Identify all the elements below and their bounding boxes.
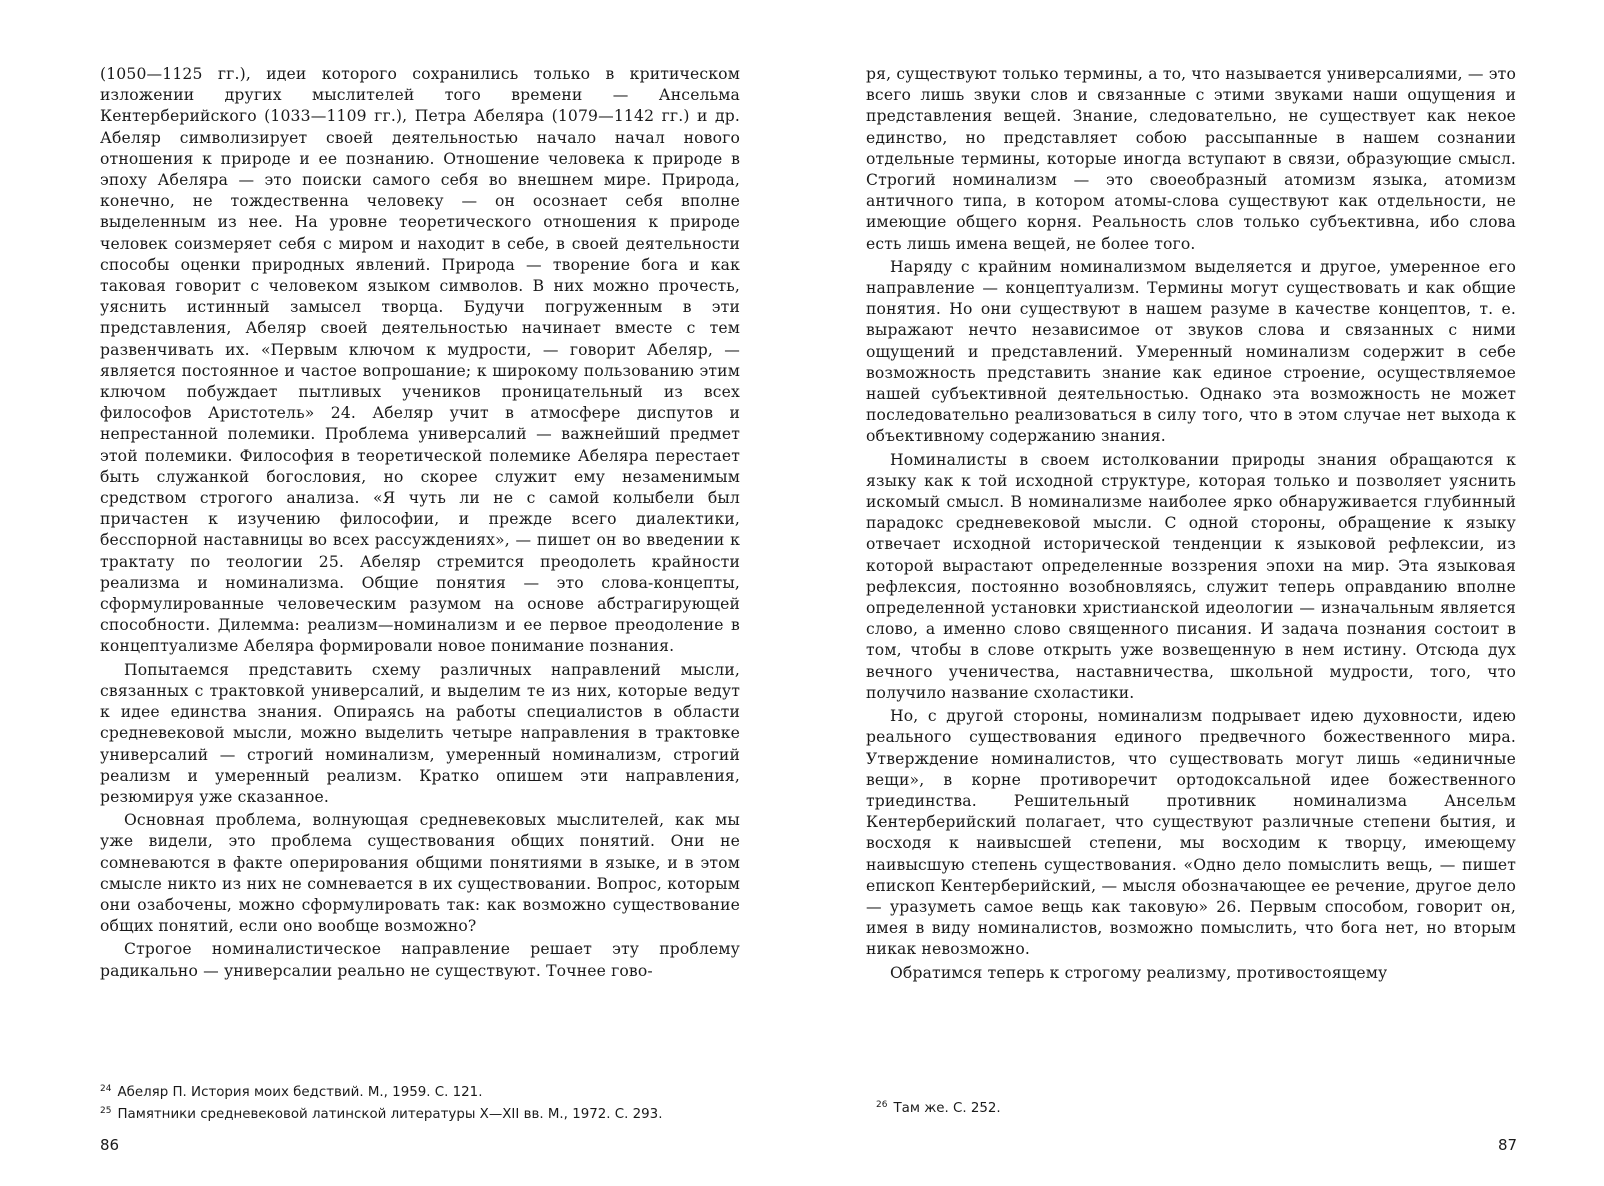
page-number: 86 xyxy=(100,1136,120,1154)
footnote-text: Там же. С. 252. xyxy=(893,1101,1001,1116)
paragraph: Но, с другой стороны, номинализм подрывает идею духовности, идею реального существования единого предвечного божественного мира. Утверждение номиналистов, что существовать могут лишь «единичные вещи», в корне противоречит ортодоксальной идее божественного триединства. Решительный противник номинализма Ансельм Кентерберийский полагает, что существуют различные степени бытия, и восходя к наивысшей степени, мы восходим к творцу, имеющему наивысшую степень существования. «Одно дело помыслить вещь, — пишет епископ Кентерберийский, — мысля обозначающее ее речение, другое дело — уразуметь самое вещь как таковую» 26. Первым способом, говорит он, имея в виду номиналистов, возможно помыслить, что бога нет, но вторым никак невозможно. xyxy=(866,707,1516,959)
footnote xyxy=(100,1080,750,1102)
right-page-body xyxy=(866,64,1516,984)
paragraph: Обратимся теперь к строгому реализму, противостоящему xyxy=(890,963,1388,982)
paragraph: Попытаемся представить схему различных направлений мысли, связанных с трактовкой универсалий, и выделим те из них, которые ведут к идее единства знания. Опираясь на работы специалистов в области средневековой мысли, можно выделить четыре направления в трактовке универсалий — строгий номинализм, умеренный номинализм, строгий реализм и умеренный реализм. Кратко опишем эти направления, резюмируя уже сказанное. xyxy=(100,660,740,806)
left-page-body xyxy=(100,64,740,982)
footnotes xyxy=(100,1080,750,1124)
page-number: 87 xyxy=(1498,1136,1518,1154)
paragraph: ря, существуют только термины, а то, что называется универсалиями, — это всего лишь звуки слов и связанные с этими звуками наши ощущения и представления вещей. Знание, следовательно, не существует как некое единство, но представляет собою рассыпанные в нашем сознании отдельные термины, которые иногда вступают в связи, образующие смысл. Строгий номинализм — это своеобразный атомизм языка, атомизм античного типа, в котором атомы-слова существуют как отдельности, не имеющие общего корня. Реальность слов только субъективна, ибо слова есть лишь имена вещей, не более того. xyxy=(866,65,1516,253)
footnotes xyxy=(876,1096,1526,1118)
paragraph: Наряду с крайним номинализмом выделяется и другое, умеренное его направление — концептуализм. Термины могут существовать и как общие понятия. Но они существуют в нашем разуме в качестве концептов, т. е. выражают нечто независимое от звуков слова и связанных с ними ощущений и представлений. Умеренный номинализм содержит в себе возможность представить знание как единое строение, осуществляемое нашей субъективной деятельностью. Однако эта возможность не может последовательно реализоваться в силу того, что в этом случае нет выхода к объективному содержанию знания. xyxy=(866,257,1516,446)
footnote xyxy=(876,1096,1526,1118)
footnote-number: 26 xyxy=(876,1100,888,1110)
paragraph: Основная проблема, волнующая средневековых мыслителей, как мы уже видели, это проблема существования общих понятий. Они не сомневаются в факте оперирования общими понятиями в языке, и в этом смысле никто из них не сомневается в их существовании. Вопрос, которым они озабочены, можно сформулировать так: как возможно существование общих понятий, если оно вообще возможно? xyxy=(100,811,740,936)
paragraph: (1050—1125 гг.), идеи которого сохранились только в критическом изложении других мыслителей того времени — Ансельма Кентерберийского (1033—1109 гг.), Петра Абеляра (1079—1142 гг.) и др. Абеляр символизирует своей деятельностью начало начал нового отношения к природе и ее познанию. Отношение человека к природе в эпоху Абеляра — это поиски самого себя во внешнем мире. Природа, конечно, не тождественна человеку — он осознает себя вполне выделенным из нее. На уровне теоретического отношения к природе человек соизмеряет себя с миром и находит в себе, в своей деятельности способы оценки природных явлений. Природа — творение бога и как таковая говорит с человеком языком символов. В них можно прочесть, уяснить истинный замысел творца. Будучи погруженным в эти представления, Абеляр своей деятельностью начинает вместе с тем развенчивать их. «Первым ключом к мудрости, — говорит Абеляр, — является постоянное и частое вопрошание; к широкому пользованию этим ключом побуждает пытливых учеников проницательный из всех философов Аристотель» 24. Абеляр учит в атмосфере диспутов и непрестанной полемики. Проблема универсалий — важнейший предмет этой полемики. Философия в теоретической полемике Абеляра перестает быть служанкой богословия, но скорее служит ему незаменимым средством строгого анализа. «Я чуть ли не с самой колыбели был причастен к изучению философии, и прежде всего диалектики, бесспорной наставницы во всех рассуждениях», — пишет он во введении к трактату по теологии 25. Абеляр стремится преодолеть крайности реализма и номинализма. Общие понятия — это слова-концепты, сформулированные человеческим разумом на основе абстрагирующей способности. Дилемма: реализм—номинализм и ее первое преодоление в концептуализме Абеляра формировали новое понимание познания. xyxy=(100,65,740,656)
paragraph: Номиналисты в своем истолковании природы знания обращаются к языку как к той исходной структуре, которая только и позволяет уяснить искомый смысл. В номинализме наиболее ярко обнаруживается глубинный парадокс средневековой мысли. С одной стороны, обращение к языку отвечает исходной исторической тенденции к языковой рефлексии, из которой вырастают определенные воззрения эпохи на мир. Эта языковая рефлексия, постоянно возобновляясь, служит теперь оправданию вполне определенной установки христианской идеологии — изначальным является слово, а именно слово священного писания. И задача познания состоит в том, чтобы в слове открыть уже возвещенную в нем истину. Отсюда дух вечного ученичества, наставничества, школьной мудрости, того, что получило название схоластики. xyxy=(866,450,1516,702)
footnote xyxy=(100,1102,750,1124)
right-page xyxy=(802,0,1604,1186)
paragraph: Строгое номиналистическое направление решает эту проблему радикально — универсалии реально не существуют. Точнее гово- xyxy=(100,940,740,980)
footnote-number: 24 xyxy=(100,1084,112,1094)
footnote-text: Абеляр П. История моих бедствий. М., 1959. С. 121. xyxy=(117,1085,483,1100)
footnote-text: Памятники средневековой латинской литературы X—XII вв. М., 1972. С. 293. xyxy=(117,1107,663,1122)
footnote-number: 25 xyxy=(100,1106,112,1116)
